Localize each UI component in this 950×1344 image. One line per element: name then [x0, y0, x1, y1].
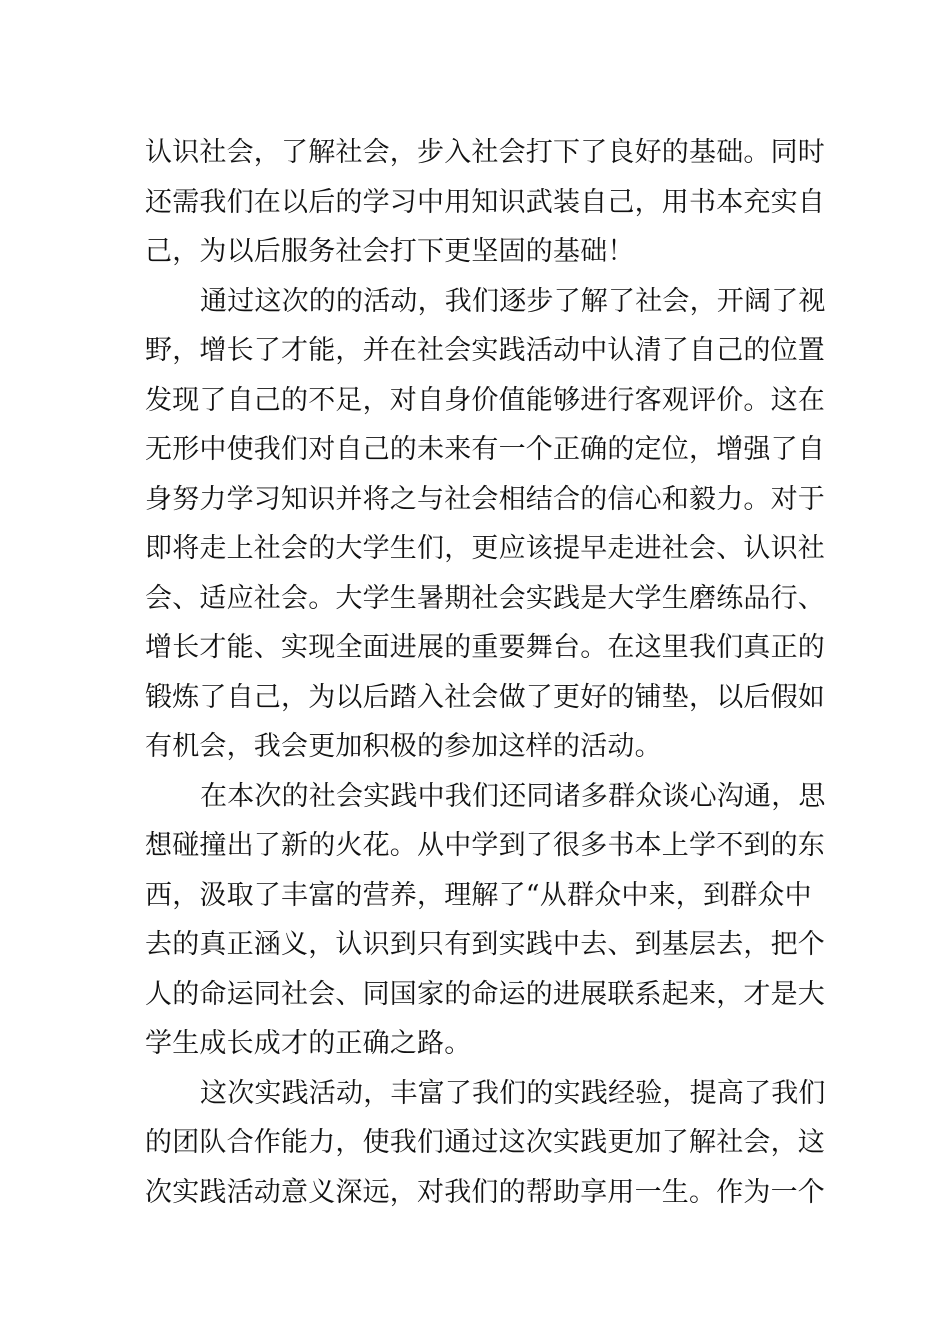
text-line: 学生成长成才的正确之路。 — [145, 1028, 472, 1059]
text-line: 想碰撞出了新的火花。从中学到了很多书本上学不到的东 — [145, 830, 825, 861]
text-line: 会、适应社会。大学生暑期社会实践是大学生磨练品行、 — [145, 582, 825, 614]
document-body — [145, 128, 826, 1217]
text-line: 增长才能、实现全面进展的重要舞台。在这里我们真正的 — [145, 632, 825, 663]
text-line: 即将走上社会的大学生们，更应该提早走进社会、认识社 — [145, 533, 825, 564]
text-line: 的团队合作能力，使我们通过这次实践更加了解社会，这 — [145, 1127, 825, 1158]
text-line: 有机会，我会更加积极的参加这样的活动。 — [145, 731, 662, 762]
paragraph-first-line: 在本次的社会实践中我们还同诸多群众谈心沟通，思 — [200, 780, 826, 812]
text-line: 己，为以后服务社会打下更坚固的基础！ — [145, 236, 635, 267]
text-line: 无形中使我们对自己的未来有一个正确的定位，增强了自 — [145, 434, 825, 465]
text-line: 还需我们在以后的学习中用知识武装自己，用书本充实自 — [145, 186, 825, 218]
text-line: 去的真正涵义，认识到只有到实践中去、到基层去，把个 — [145, 929, 825, 960]
text-line: 认识社会，了解社会，步入社会打下了良好的基础。同时 — [145, 137, 825, 168]
text-line: 西，汲取了丰富的营养，理解了“从群众中来，到群众中 — [145, 879, 812, 911]
text-line: 锻炼了自己，为以后踏入社会做了更好的铺垫，以后假如 — [145, 681, 825, 713]
text-line: 次实践活动意义深远，对我们的帮助享用一生。作为一个 — [145, 1176, 825, 1208]
text-line: 野，增长了才能，并在社会实践活动中认清了自己的位置 — [145, 335, 825, 366]
paragraph-first-line: 这次实践活动，丰富了我们的实践经验，提高了我们 — [200, 1077, 826, 1109]
text-line: 身努力学习知识并将之与社会相结合的信心和毅力。对于 — [145, 483, 825, 515]
text-line: 人的命运同社会、同国家的命运的进展联系起来，才是大 — [145, 978, 825, 1010]
text-line: 发现了自己的不足，对自身价值能够进行客观评价。这在 — [145, 384, 825, 416]
paragraph-first-line: 通过这次的的活动，我们逐步了解了社会，开阔了视 — [200, 285, 826, 317]
